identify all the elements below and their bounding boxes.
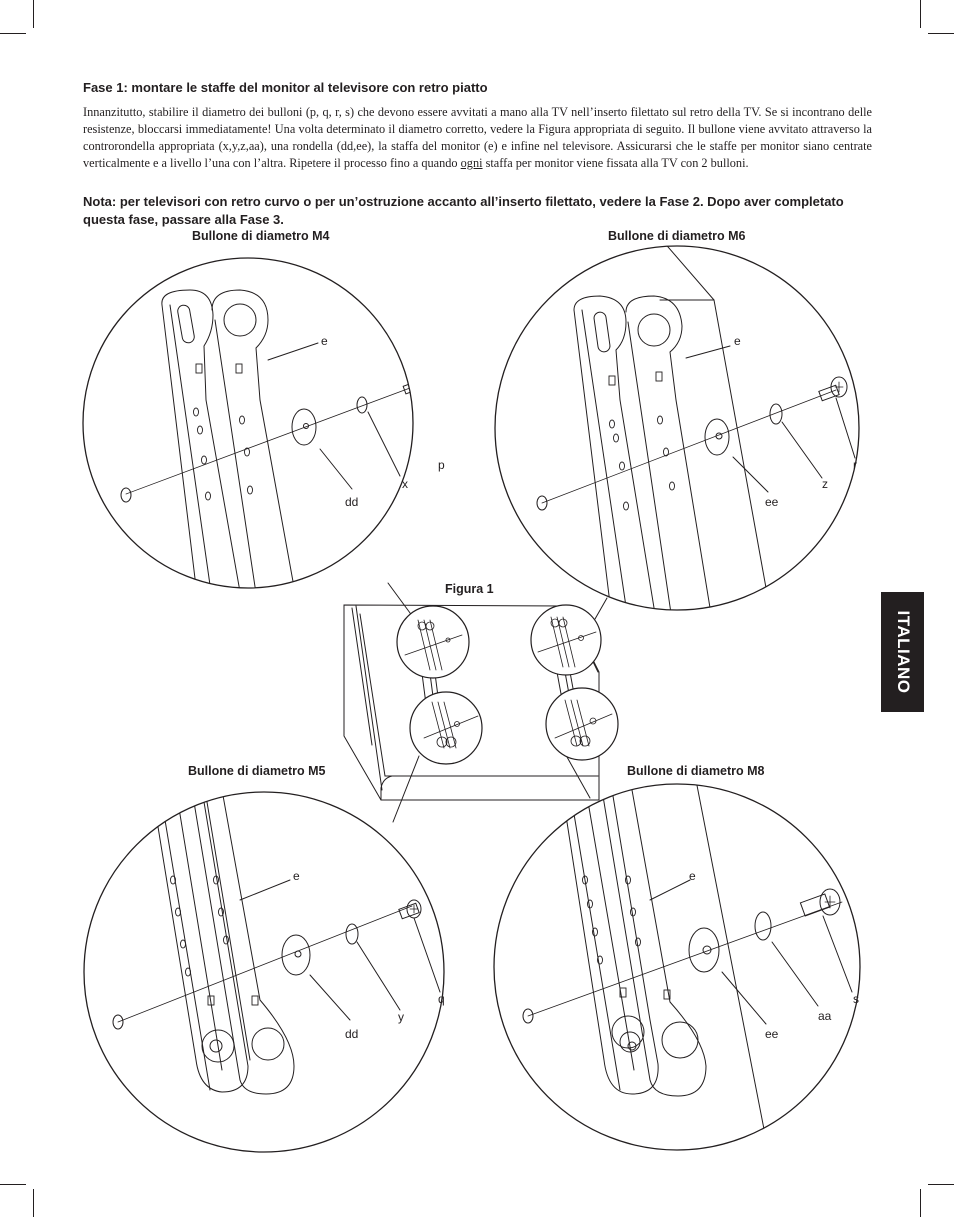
note-paragraph: Nota: per televisori con retro curvo o per un’ostruzione accanto all’inserto filettato, vedere la Fase 2. Dopo aver completato questa fase, passare alla Fase 3. [83, 194, 844, 227]
label-lock-washer: x [402, 477, 408, 491]
intro-paragraph: Innanzitutto, stabilire il diametro dei bulloni (p, q, r, s) che devono essere avvitati a mano alla TV nell’inserto filettato sul retro della TV. Se si incontrano delle resistenze, bloccarsi immediatamente! Una volta determinato il diametro corretto, vedere la Figura appropriata di seguito. Il bullone viene avvitato attraverso la controrondella appropriata (x,y,z,aa), una rondella (dd,ee), la staffa del monitor (e) e infine nel televisore. Assicurarsi che le staffe per monitor siano centrate verticalmente e a livello l’una con l’altra. Ripetere il processo fino a quando ogni staffa per monitor viene fissata alla TV con 2 bulloni. [83, 105, 872, 170]
detail-m5 [84, 790, 444, 1152]
leader-line [567, 757, 590, 798]
language-tab-label: ITALIANO [893, 610, 913, 694]
label-lock-washer: aa [818, 1009, 832, 1023]
label-bolt: q [438, 992, 445, 1006]
label-bolt: r [853, 458, 857, 472]
caption-m5: Bullone di diametro M5 [188, 764, 326, 778]
label-lock-washer: y [398, 1010, 404, 1024]
label-washer: dd [345, 495, 359, 509]
caption-m8: Bullone di diametro M8 [627, 764, 765, 778]
section-heading: Fase 1: montare le staffe del monitor al televisore con retro piatto [83, 80, 488, 95]
label-bolt: s [853, 992, 859, 1006]
label-bracket: e [734, 334, 741, 348]
detail-m6 [495, 240, 859, 620]
label-bolt: p [438, 458, 445, 472]
label-bracket: e [293, 869, 300, 883]
detail-m4 [83, 258, 440, 620]
detail-m8 [494, 770, 860, 1160]
language-tab [881, 592, 924, 712]
label-bracket: e [321, 334, 328, 348]
label-bracket: e [689, 869, 696, 883]
leader-line [393, 756, 419, 822]
leader-line [595, 598, 607, 619]
figure-title: Figura 1 [445, 582, 494, 596]
caption-m6: Bullone di diametro M6 [608, 229, 746, 243]
label-washer: dd [345, 1027, 359, 1041]
leader-line [388, 583, 413, 617]
caption-m4: Bullone di diametro M4 [192, 229, 330, 243]
label-washer: ee [765, 1027, 779, 1041]
label-lock-washer: z [822, 477, 828, 491]
label-washer: ee [765, 495, 779, 509]
tv-overview [344, 605, 618, 800]
